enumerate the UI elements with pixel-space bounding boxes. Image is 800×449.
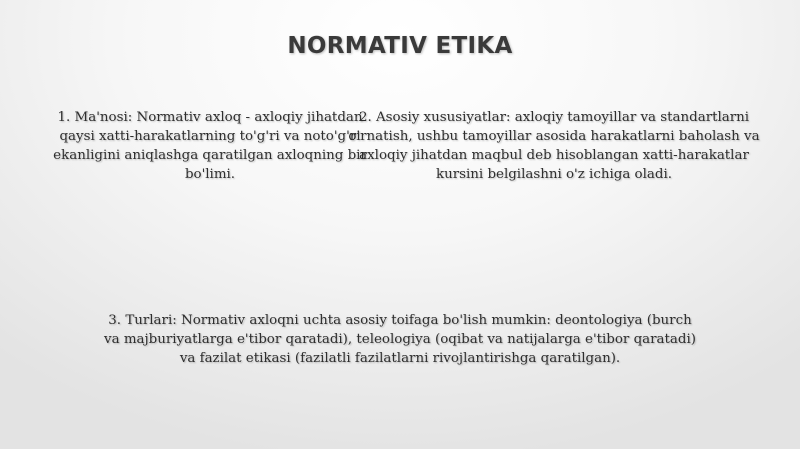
point-meaning: 1. Ma'nosi: Normativ axloq - axloqiy jihatdan qaysi xatti-harakatlarning to'g'ri va noto'g'ri ekanligini aniqlashga qaratilgan axloqning bir bo'limi. xyxy=(53,110,367,182)
slide-title: NORMATIV ETIKA xyxy=(287,33,513,59)
point-types: 3. Turlari: Normativ axloqni uchta asosiy toifaga bo'lish mumkin: deontologiya (burch va majburiyatlarga e'tibor qaratadi), teleologiya (oqibat va natijalarga e'tibor qaratadi) va fazilat etikasi (fazilatli fazilatlarni rivojlantirishga qaratilgan). xyxy=(104,313,696,366)
point-main-features: 2. Asosiy xususiyatlar: axloqiy tamoyillar va standartlarni o'rnatish, ushbu tamoyillar asosida harakatlarni baholash va axloqiy jihatdan maqbul deb hisoblangan xatti-harakatlar kursini belgilashni o'z ichiga oladi. xyxy=(348,110,760,182)
